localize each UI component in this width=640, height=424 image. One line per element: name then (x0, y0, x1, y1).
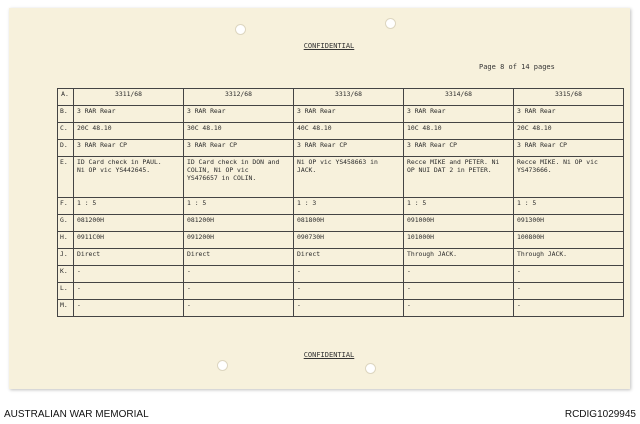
table-cell: 3 RAR Rear CP (404, 139, 514, 156)
table-cell: 1 : 5 (514, 198, 624, 215)
table-row (58, 215, 624, 232)
classification-bottom: CONFIDENTIAL (303, 351, 355, 359)
table-row (58, 156, 624, 198)
table-cell: - (514, 283, 624, 300)
row-label: C. (58, 122, 74, 139)
row-label: H. (58, 232, 74, 249)
table-cell: 091200H (184, 232, 294, 249)
table-cell: - (294, 299, 404, 316)
page-number: Page 8 of 14 pages (479, 63, 555, 71)
column-header: 3315/68 (514, 89, 624, 106)
table-cell: Through JACK. (404, 249, 514, 266)
table-cell: - (184, 266, 294, 283)
table-cell: 081800H (294, 215, 404, 232)
row-label: K. (58, 266, 74, 283)
column-header: 3311/68 (74, 89, 184, 106)
row-label: G. (58, 215, 74, 232)
punch-hole (217, 360, 228, 371)
report-table (57, 88, 624, 317)
column-header: 3312/68 (184, 89, 294, 106)
table-cell: - (74, 299, 184, 316)
table-cell: 30C 48.10 (184, 122, 294, 139)
footer-id: RCDIG1029945 (564, 409, 636, 420)
punch-hole (385, 18, 396, 29)
table-cell: 100800H (514, 232, 624, 249)
table-cell: 3 RAR Rear (74, 105, 184, 122)
table-row (58, 299, 624, 316)
table-cell: 091000H (404, 215, 514, 232)
table-row (58, 139, 624, 156)
row-label: B. (58, 105, 74, 122)
table-cell: 0911C0H (74, 232, 184, 249)
punch-hole (365, 363, 376, 374)
table-row (58, 122, 624, 139)
table-cell: 3 RAR Rear (294, 105, 404, 122)
table-row (58, 89, 624, 106)
table-row (58, 283, 624, 300)
table-cell: 1 : 5 (184, 198, 294, 215)
column-header: 3313/68 (294, 89, 404, 106)
column-header: 3314/68 (404, 89, 514, 106)
table-cell: 3 RAR Rear (184, 105, 294, 122)
table-cell: 1 : 5 (74, 198, 184, 215)
table-cell: 091300H (514, 215, 624, 232)
table-cell: Through JACK. (514, 249, 624, 266)
table-cell: - (514, 266, 624, 283)
table-cell: Direct (184, 249, 294, 266)
table-cell: 1 : 5 (404, 198, 514, 215)
table-cell: 3 RAR Rear (404, 105, 514, 122)
table-cell: - (404, 266, 514, 283)
row-label: A. (58, 89, 74, 106)
classification-top: CONFIDENTIAL (303, 42, 355, 50)
table-row (58, 249, 624, 266)
table-cell: 090730H (294, 232, 404, 249)
table-cell: 40C 48.10 (294, 122, 404, 139)
table-cell: - (404, 283, 514, 300)
table-cell: Direct (294, 249, 404, 266)
table-cell: Recce MIKE and PETER. Ni OP NUI DAT 2 in PETER. (404, 156, 514, 198)
row-label: J. (58, 249, 74, 266)
table-cell: 3 RAR Rear CP (74, 139, 184, 156)
table-cell: - (184, 283, 294, 300)
table-cell: 1 : 3 (294, 198, 404, 215)
row-label: M. (58, 299, 74, 316)
table-cell: - (74, 283, 184, 300)
table-cell: 081200H (74, 215, 184, 232)
table-row (58, 105, 624, 122)
table-cell: Direct (74, 249, 184, 266)
table-row (58, 266, 624, 283)
table-cell: - (294, 266, 404, 283)
table-row (58, 198, 624, 215)
table-cell: ID Card check in DON and COLIN, Ni OP vic YS476657 in COLIN. (184, 156, 294, 198)
table-cell: - (514, 299, 624, 316)
row-label: D. (58, 139, 74, 156)
table-cell: 3 RAR Rear (514, 105, 624, 122)
footer-source: AUSTRALIAN WAR MEMORIAL (4, 409, 149, 420)
table-cell: - (184, 299, 294, 316)
table-cell: - (74, 266, 184, 283)
table-row (58, 232, 624, 249)
punch-hole (235, 24, 246, 35)
row-label: F. (58, 198, 74, 215)
document-sheet (9, 8, 630, 389)
table-cell: Recce MIKE. Ni OP vic YS473666. (514, 156, 624, 198)
table-cell: 10C 48.10 (404, 122, 514, 139)
table-cell: 3 RAR Rear CP (514, 139, 624, 156)
table-cell: - (294, 283, 404, 300)
table-cell: 3 RAR Rear CP (294, 139, 404, 156)
table-cell: 20C 48.10 (514, 122, 624, 139)
table-cell: ID Card check in PAUL. Ni OP vic YS442645. (74, 156, 184, 198)
table-cell: - (404, 299, 514, 316)
table-cell: 081200H (184, 215, 294, 232)
row-label: L. (58, 283, 74, 300)
table-cell: 3 RAR Rear CP (184, 139, 294, 156)
row-label: E. (58, 156, 74, 198)
table-cell: Ni OP vic YS458663 in JACK. (294, 156, 404, 198)
table-cell: 101000H (404, 232, 514, 249)
table-cell: 20C 48.10 (74, 122, 184, 139)
